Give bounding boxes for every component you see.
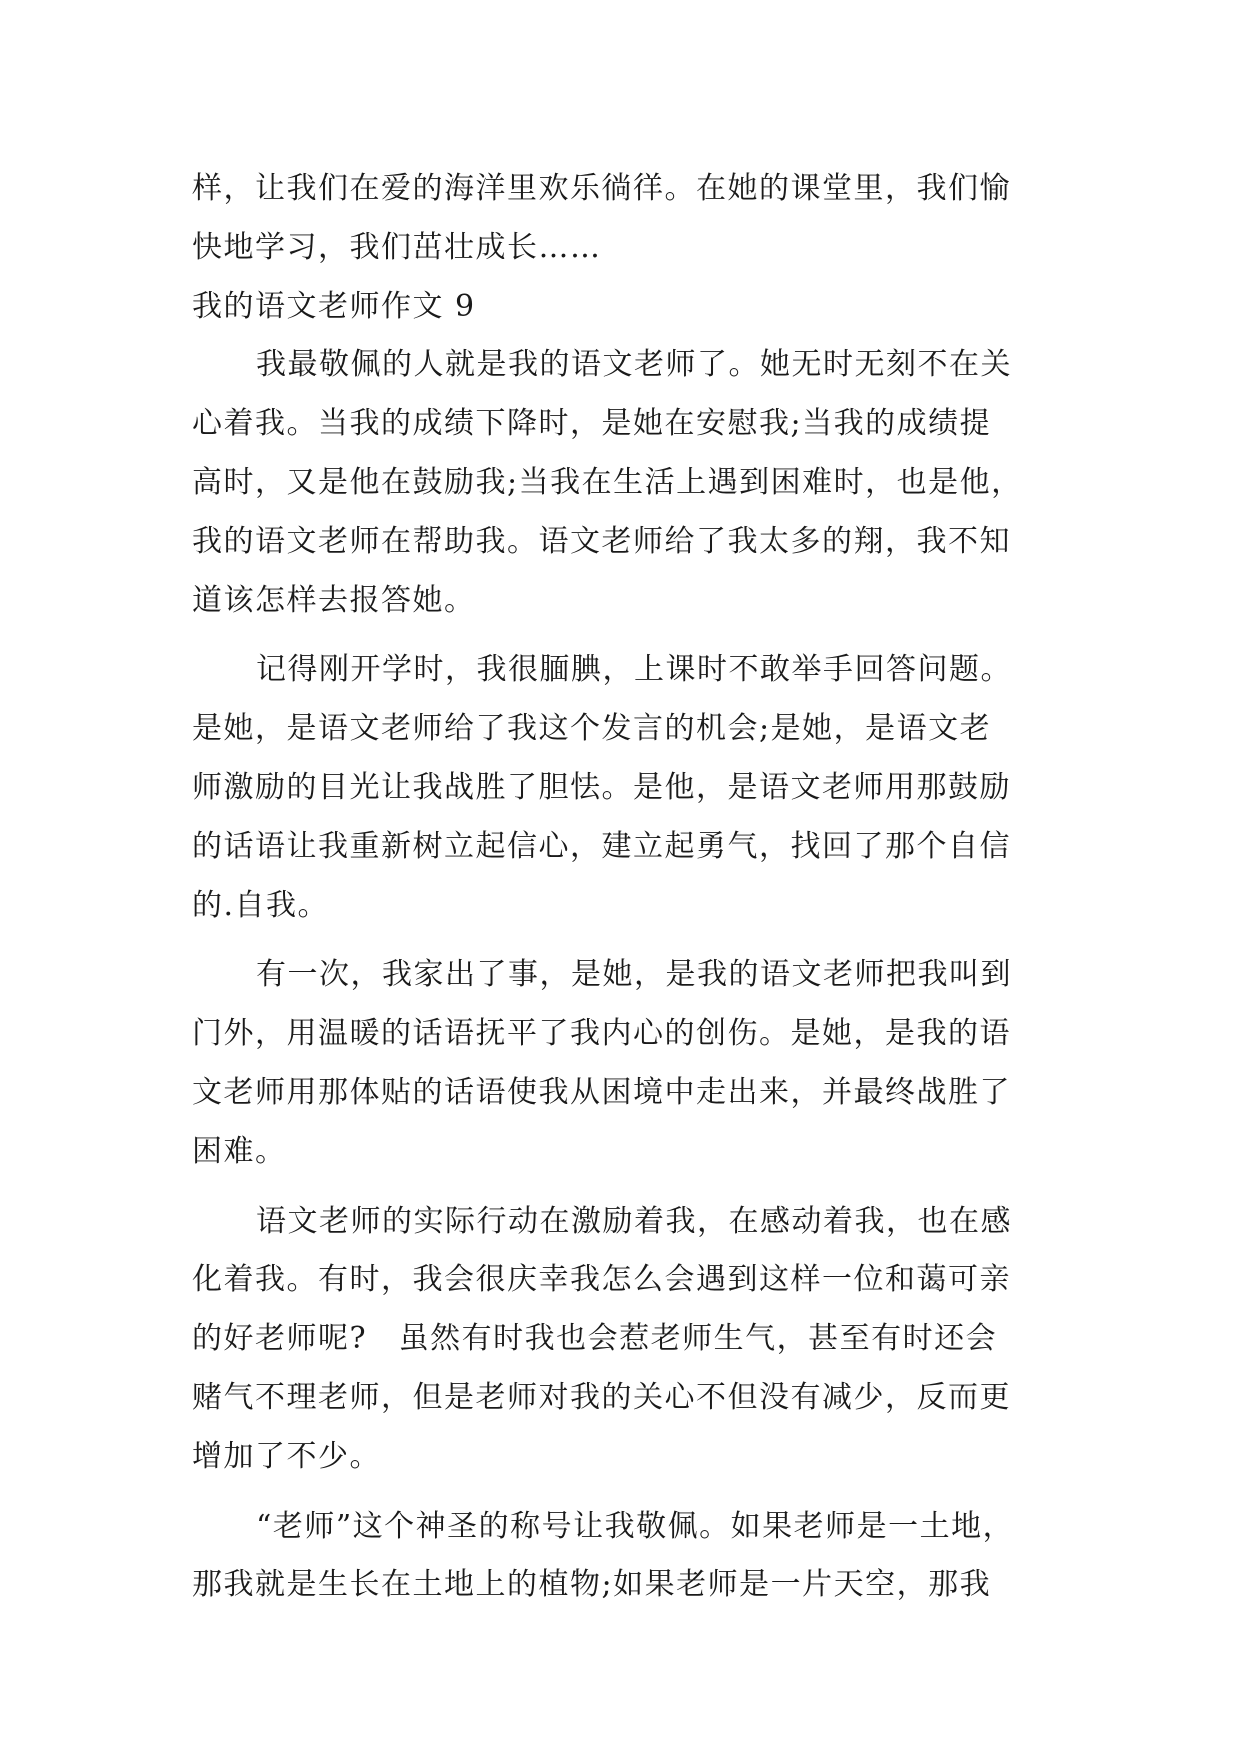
essay-heading: 我的语文老师作文 9: [192, 288, 476, 324]
paragraph-line: 记得刚开学时，我很腼腆，上课时不敢举手回答问题。: [256, 652, 1012, 688]
paragraph-line: 的好老师呢? 虽然有时我也会惹老师生气，甚至有时还会: [192, 1321, 998, 1357]
paragraph-line: 困难。: [192, 1133, 287, 1169]
paragraph-line: 心着我。当我的成绩下降时，是她在安慰我;当我的成绩提: [192, 406, 992, 442]
paragraph-line: 师激励的目光让我战胜了胆怯。是他，是语文老师用那鼓励: [192, 769, 1011, 805]
paragraph-line: 高时，又是他在鼓励我;当我在生活上遇到困难时，也是他，: [192, 464, 1023, 500]
document-body: [192, 160, 1062, 1615]
paragraph-line: 那我就是生长在土地上的植物;如果老师是一片天空，那我: [192, 1567, 992, 1603]
paragraph-line: 的话语让我重新树立起信心，建立起勇气，找回了那个自信: [192, 828, 1011, 864]
paragraph-line: 语文老师的实际行动在激励着我，在感动着我，也在感: [256, 1203, 1012, 1239]
paragraph-2: [192, 641, 1062, 935]
paragraph-line: 我最敬佩的人就是我的语文老师了。她无时无刻不在关: [256, 347, 1012, 383]
paragraph-line: 道该怎样去报答她。: [192, 582, 476, 618]
paragraph-line: 是她，是语文老师给了我这个发言的机会;是她，是语文老: [192, 711, 992, 747]
paragraph-line: 文老师用那体贴的话语使我从困境中走出来，并最终战胜了: [192, 1074, 1011, 1110]
intro-line: 样，让我们在爱的海洋里欢乐徜徉。在她的课堂里，我们愉: [192, 171, 1011, 206]
paragraph-5: [192, 1498, 1062, 1616]
paragraph-3: [192, 946, 1062, 1181]
paragraph-line: 的.自我。: [192, 887, 330, 923]
paragraph-line: 化着我。有时，我会很庆幸我怎么会遇到这样一位和蔼可亲: [192, 1262, 1011, 1298]
paragraph-4: [192, 1193, 1062, 1487]
paragraph-line: “老师”这个神圣的称号让我敬佩。如果老师是一土地，: [256, 1508, 1015, 1544]
paragraph-line: 增加了不少。: [192, 1438, 381, 1474]
paragraph-line: 我的语文老师在帮助我。语文老师给了我太多的翔，我不知: [192, 523, 1011, 559]
intro-line: 快地学习，我们茁壮成长……: [192, 229, 602, 265]
paragraph-line: 有一次，我家出了事，是她，是我的语文老师把我叫到: [256, 957, 1012, 993]
paragraph-1: [192, 336, 1062, 630]
paragraph-line: 门外，用温暖的话语抚平了我内心的创伤。是她，是我的语: [192, 1016, 1011, 1052]
paragraph-line: 赌气不理老师，但是老师对我的关心不但没有减少，反而更: [192, 1379, 1011, 1415]
